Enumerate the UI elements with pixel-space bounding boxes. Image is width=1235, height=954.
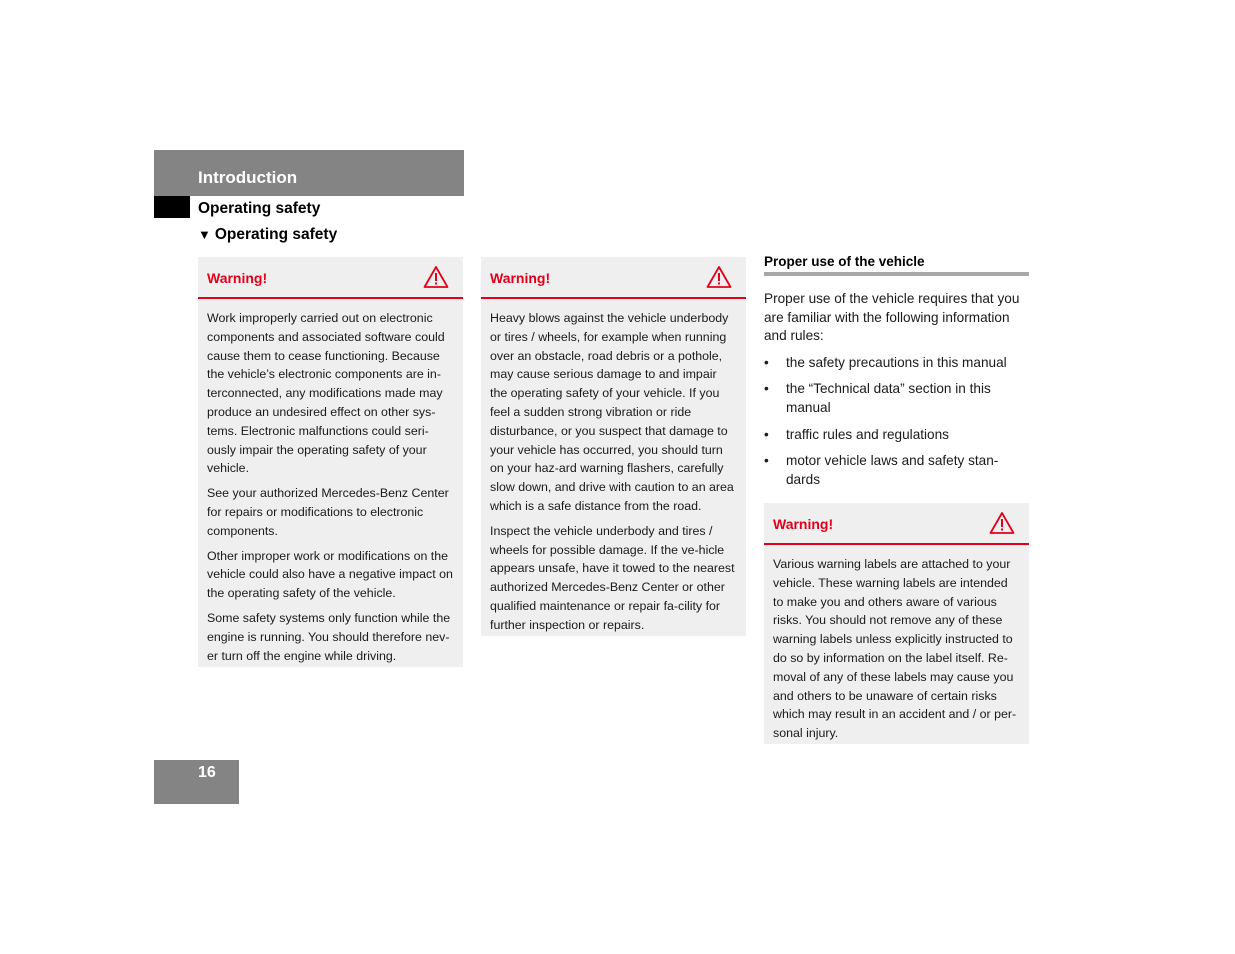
warning-body — [198, 299, 463, 677]
warning-header — [481, 257, 746, 299]
list-item-text: motor vehicle laws and safety stan-dards — [786, 453, 999, 487]
triangle-down-icon: ▼ — [198, 227, 211, 242]
warning-paragraph: Heavy blows against the vehicle underbody or tires / wheels, for example when running over an obstacle, road debris or a pothole, may cause serious damage to and impair the operating safety of your vehicle. If you feel a sudden strong vibration or ride disturbance, or you suspect that damage to your vehicle has occurred, you should turn on your haz-ard warning flashers, carefully slow down, and drive with caution to an area which is a safe distance from the road. — [490, 311, 734, 513]
warning-box-electronics — [198, 257, 463, 667]
warning-triangle-icon — [989, 511, 1015, 535]
warning-box-labels — [764, 503, 1029, 744]
bullet: • — [764, 426, 769, 442]
warning-paragraph: Other improper work or modifications on the vehicle could also have a negative impact on the operating safety of the vehicle. — [207, 548, 453, 601]
warning-paragraph: Work improperly carried out on electronic components and associated software could cause them to cease functioning. Because the vehicle’s electronic components are in-terconnected, any modifications made may produce an undesired effect on other sys-tems. Electronic malfunctions could seri-ously impair the operating safety of your vehicle. — [207, 311, 445, 476]
warning-body — [764, 545, 1029, 755]
list-item — [764, 426, 1029, 445]
bullet: • — [764, 354, 769, 370]
list-item — [764, 452, 1029, 489]
warning-paragraph: Some safety systems only function while the engine is running. You should therefore nev-er turn off the engine while driving. — [207, 610, 451, 663]
warning-paragraph: Various warning labels are attached to your vehicle. These warning labels are intended to make you and others aware of various risks. You should not remove any of these warning labels unless explicitly instructed to do so by information on the label itself. Re-moval of any of these labels may cause you and others to be unaware of certain risks which may result in an accident and / or per-sonal injury. — [773, 557, 1017, 741]
section-tab-marker — [154, 196, 190, 218]
warning-triangle-icon — [423, 265, 449, 289]
subsection-title — [198, 226, 337, 244]
list-item — [764, 354, 1029, 373]
chapter-title: Introduction — [198, 168, 298, 187]
list-item — [764, 380, 1029, 417]
list-item-text: the safety precautions in this manual — [786, 354, 1007, 370]
section-title: Operating safety — [198, 200, 321, 217]
warning-box-underbody — [481, 257, 746, 636]
bullet: • — [764, 381, 769, 397]
list-item-text: the “Technical data” section in this manual — [786, 381, 991, 415]
warning-paragraph: Inspect the vehicle underbody and tires / wheels for possible damage. If the ve-hicle appears unsafe, have it towed to the nearest authorized Mercedes-Benz Center or other qualified maintenance or repair fa-cility for further inspection or repairs. — [490, 523, 735, 632]
proper-use-intro: Proper use of the vehicle requires that you are familiar with the following information and rules: — [764, 291, 1020, 344]
page-number: 16 — [198, 764, 216, 781]
list-item-text: traffic rules and regulations — [786, 426, 949, 442]
proper-use-section — [764, 254, 1029, 497]
page-number-box — [154, 760, 239, 804]
warning-header — [198, 257, 463, 299]
warning-body — [481, 299, 746, 647]
warning-label: Warning! — [773, 516, 834, 532]
warning-label: Warning! — [490, 270, 551, 286]
warning-triangle-icon — [706, 265, 732, 289]
proper-use-list — [764, 354, 1029, 490]
warning-paragraph: See your authorized Mercedes-Benz Center for repairs or modifications to electronic components. — [207, 486, 449, 538]
subsection-label: Operating safety — [214, 226, 338, 243]
bullet: • — [764, 453, 769, 469]
proper-use-heading: Proper use of the vehicle — [764, 254, 1029, 276]
warning-label: Warning! — [207, 270, 268, 286]
warning-header — [764, 503, 1029, 545]
